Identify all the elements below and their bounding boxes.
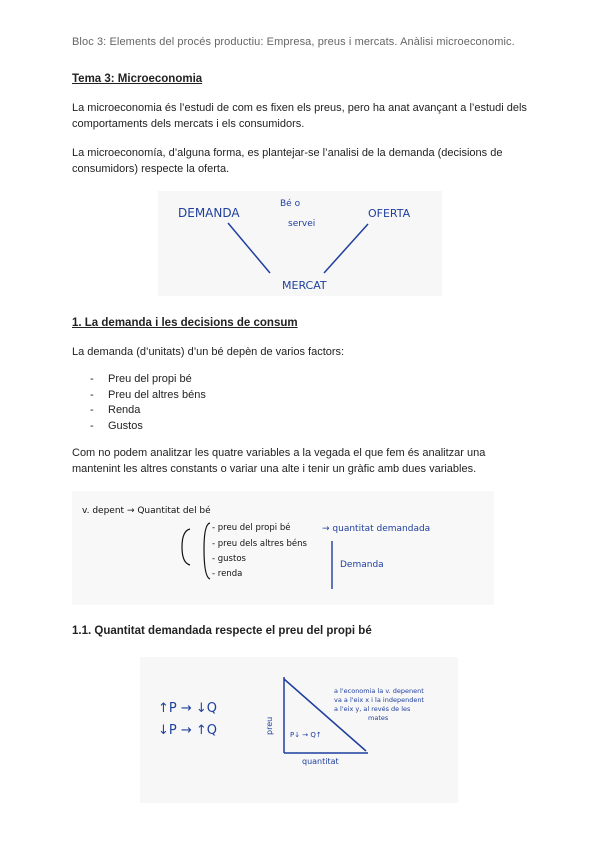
section-2-title: 1.1. Quantitat demandada respecte el preu del propi bé [72, 625, 372, 637]
intro-paragraph-2: La microeconomía, d’alguna forma, es plantejar-se l’analisi de la demanda (decisions de consumidors) respecte la oferta. [72, 147, 503, 175]
demand-curve-sketch [140, 657, 458, 803]
sketch-label-oferta: OFERTA [368, 207, 411, 220]
rule-price-up: ↑P → ↓Q [158, 701, 218, 716]
sketch-item: - preu dels altres béns [212, 539, 307, 549]
sketch-item: - gustos [212, 554, 246, 564]
sketch-demanda-label: Demanda [340, 560, 384, 570]
list-item: - Renda [90, 403, 206, 419]
note-line: va a l'eix x i la independent [334, 696, 424, 704]
sketch-head: v. depent → Quantitat del bé [82, 506, 211, 516]
intro-paragraph-1: La microeconomia és l’estudi de com es fixen els preus, pero ha anat avançant a l’estudi dels comportaments dels mercats i els consumidors. [72, 102, 527, 130]
sketch-arrow-label: → quantitat demandada [322, 524, 431, 534]
note-line: a l'economia la v. depenent [334, 687, 424, 695]
sketch-label-mercat: MERCAT [282, 279, 327, 292]
sketch-item: - preu del propi bé [212, 523, 291, 533]
list-item: - Gustos [90, 419, 206, 435]
variables-sketch [72, 491, 494, 605]
factor-list [90, 372, 206, 434]
demand-supply-sketch [158, 191, 442, 296]
section-1-paragraph: Com no podem analitzar les quatre variables a la vegada el que fem és analitzar una mantenint les altres constants o variar una alte i tenir un gràfic amb dues variables. [72, 447, 486, 475]
rule-price-down: ↓P → ↑Q [158, 723, 218, 738]
section-1-title: 1. La demanda i les decisions de consum [72, 317, 298, 329]
section-1-intro: La demanda (d’unitats) d’un bé depèn de varios factors: [72, 346, 345, 358]
sketch-label-demanda: DEMANDA [178, 206, 240, 220]
axis-label-x: quantitat [302, 757, 339, 766]
list-item: - Preu del altres béns [90, 388, 206, 404]
sketch-item: - renda [212, 569, 243, 579]
note-line: a l'eix y, al revés de les [334, 705, 411, 713]
inner-label: P↓ → Q↑ [290, 731, 322, 739]
note-line: mates [368, 714, 389, 722]
page-title: Tema 3: Microeconomia [72, 73, 203, 85]
axis-label-y: preu [265, 716, 274, 735]
document-header: Bloc 3: Elements del procés productiu: Empresa, preus i mercats. Anàlisi microeconomic. [72, 36, 515, 48]
sketch-label-servei: servei [288, 219, 316, 229]
sketch-label-be: Bé o [280, 199, 301, 209]
list-item: - Preu del propi bé [90, 372, 206, 388]
